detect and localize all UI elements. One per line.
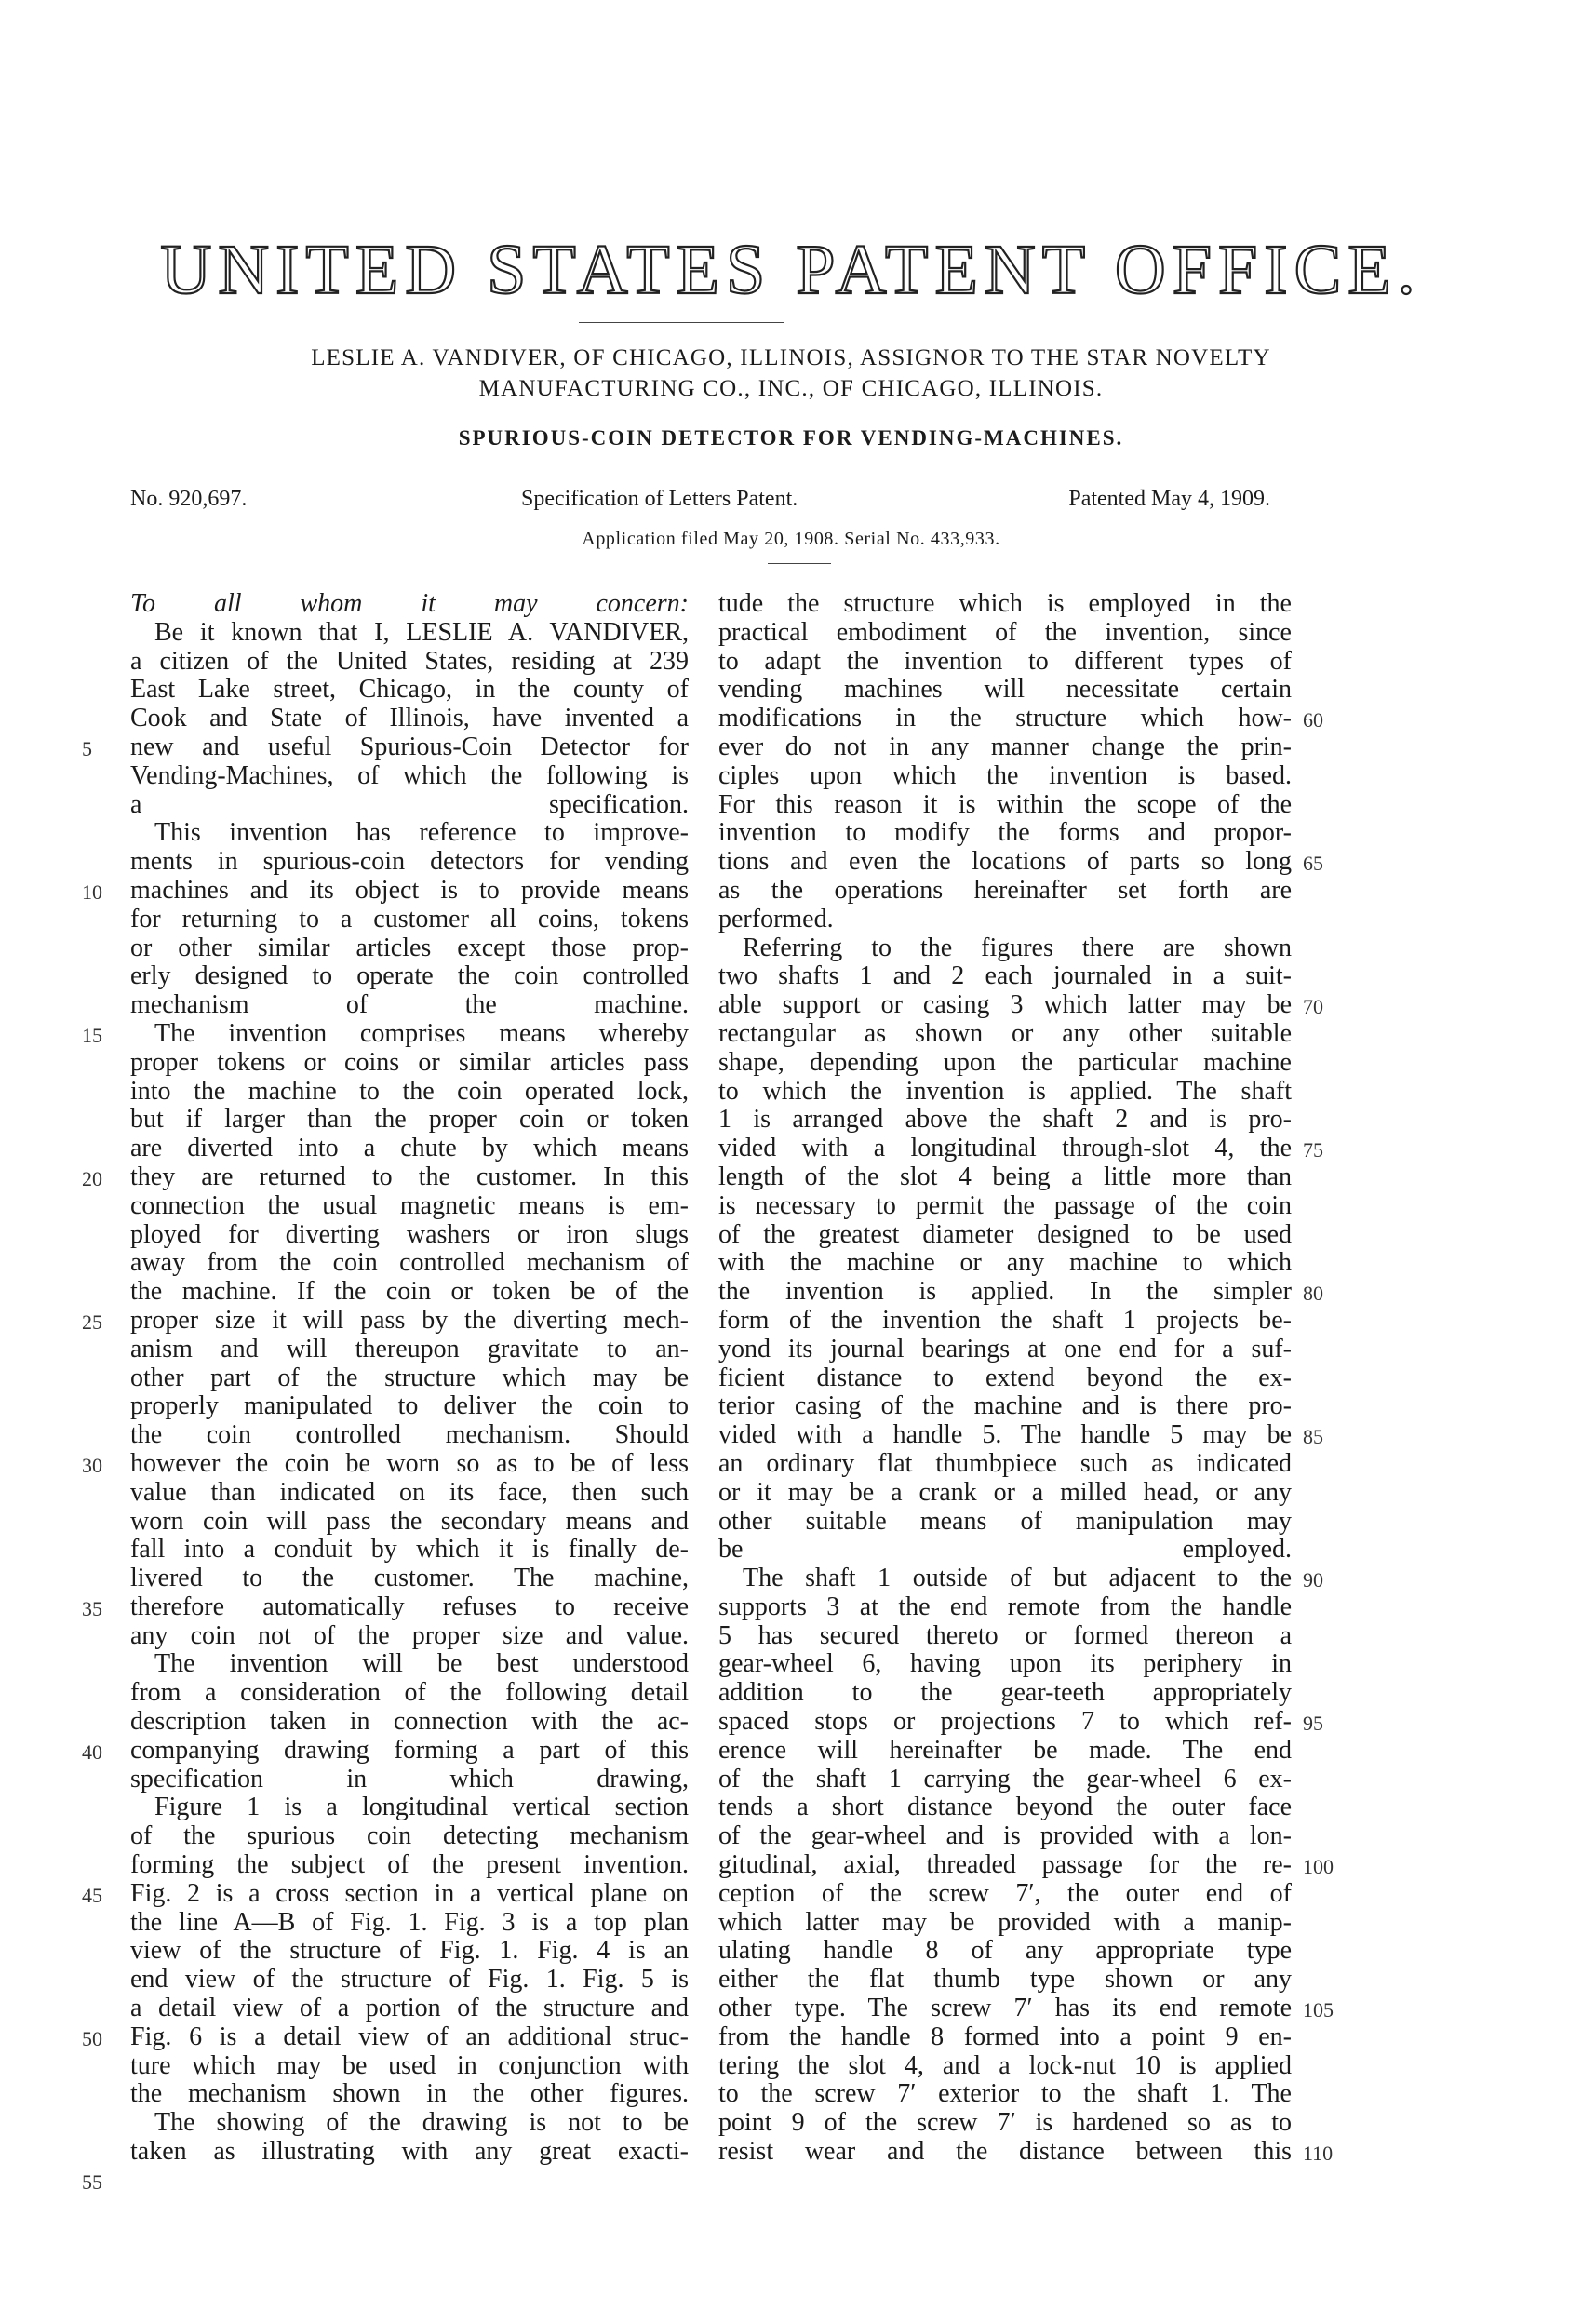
text-line: proper size it will pass by the diverting mech- [130, 1305, 689, 1335]
text-line: Fig. 2 is a cross section in a vertical plane on [130, 1878, 689, 1908]
text-line: or other similar articles except those prop- [130, 933, 689, 962]
text-line: anism and will thereupon gravitate to an- [130, 1334, 689, 1364]
text-line: gear-wheel 6, having upon its periphery in [718, 1649, 1292, 1679]
text-line: spaced stops or projections 7 to which ref- [718, 1707, 1292, 1737]
text-line: to which the invention is applied. The shaft [718, 1076, 1292, 1106]
text-line: yond its journal bearings at one end for a suf- [718, 1334, 1292, 1364]
text-line: Vending-Machines, of which the following is [130, 760, 689, 790]
text-line: proper tokens or coins or similar articles pass [130, 1047, 689, 1077]
line-number: 50 [82, 2027, 102, 2050]
inventor-line-1: LESLIE A. VANDIVER, OF CHICAGO, ILLINOIS, ASSIGNOR TO THE STAR NOVELTY [311, 345, 1271, 370]
line-number: 45 [82, 1884, 102, 1907]
text-line: specification in which drawing, [130, 1764, 689, 1793]
text-line: properly manipulated to deliver the coin to [130, 1391, 689, 1421]
text-line: supports 3 at the end remote from the handle [718, 1592, 1292, 1621]
salutation: To all whom it may concern: [130, 589, 689, 618]
line-number: 35 [82, 1597, 102, 1620]
line-number: 10 [82, 880, 102, 904]
text-line: into the machine to the coin operated lock, [130, 1076, 689, 1106]
text-line: be employed. [718, 1535, 1292, 1565]
left-column [130, 590, 689, 2167]
text-line: a detail view of a portion of the structure and [130, 1994, 689, 2023]
text-line: any coin not of the proper size and value. [130, 1620, 689, 1650]
text-line: the machine. If the coin or token be of the [130, 1277, 689, 1307]
text-line: worn coin will pass the secondary means and [130, 1506, 689, 1536]
text-line: modifications in the structure which how- [718, 704, 1292, 733]
text-line: end view of the structure of Fig. 1. Fig. 5 is [130, 1965, 689, 1995]
text-line: away from the coin controlled mechanism of [130, 1248, 689, 1278]
text-line: view of the structure of Fig. 1. Fig. 4 is an [130, 1936, 689, 1966]
line-number: 65 [1303, 852, 1323, 876]
text-line: point 9 of the screw 7′ is hardened so as to [718, 2108, 1292, 2138]
text-line: 1 is arranged above the shaft 2 and is pro- [718, 1105, 1292, 1135]
text-line: however the coin be worn so as to be of less [130, 1448, 689, 1478]
text-line: new and useful Spurious-Coin Detector for [130, 732, 689, 761]
text-line: machines and its object is to provide means [130, 875, 689, 905]
text-line: other suitable means of manipulation may [718, 1506, 1292, 1536]
text-line: are diverted into a chute by which means [130, 1134, 689, 1163]
text-line: of the spurious coin detecting mechanism [130, 1821, 689, 1851]
text-line: This invention has reference to improve- [154, 818, 689, 848]
text-line: but if larger than the proper coin or token [130, 1105, 689, 1135]
text-line: tude the structure which is employed in the [718, 589, 1292, 618]
text-line: mechanism of the machine. [130, 990, 689, 1020]
text-line: vided with a longitudinal through-slot 4, the [718, 1134, 1292, 1163]
application-line: Application filed May 20, 1908. Serial No. 433,933. [582, 529, 1000, 549]
text-line: the coin controlled mechanism. Should [130, 1420, 689, 1450]
line-number: 95 [1303, 1712, 1323, 1736]
text-line: connection the usual magnetic means is em- [130, 1190, 689, 1220]
text-line: East Lake street, Chicago, in the county of [130, 675, 689, 705]
text-line: of the greatest diameter designed to be used [718, 1219, 1292, 1249]
text-line: the line A—B of Fig. 1. Fig. 3 is a top plan [130, 1907, 689, 1937]
text-line: is necessary to permit the passage of the coin [718, 1190, 1292, 1220]
text-line: from the handle 8 formed into a point 9 en- [718, 2022, 1292, 2051]
text-line: ployed for diverting washers or iron slugs [130, 1219, 689, 1249]
text-line: The invention comprises means whereby [154, 1018, 689, 1048]
text-line: to the screw 7′ exterior to the shaft 1. The [718, 2079, 1292, 2109]
text-line: erly designed to operate the coin controlled [130, 961, 689, 991]
text-line: length of the slot 4 being a little more than [718, 1162, 1292, 1191]
text-line: rectangular as shown or any other suitable [718, 1018, 1292, 1048]
text-line: a specification. [130, 789, 689, 819]
line-number: 40 [82, 1740, 102, 1764]
text-line: vided with a handle 5. The handle 5 may be [718, 1420, 1292, 1450]
text-line: either the flat thumb type shown or any [718, 1965, 1292, 1995]
text-line: resist wear and the distance between this [718, 2137, 1292, 2167]
patent-number: No. 920,697. [130, 487, 248, 511]
invention-subject: SPURIOUS-COIN DETECTOR FOR VENDING-MACHINES. [458, 426, 1124, 450]
text-line: which latter may be provided with a manip- [718, 1907, 1292, 1937]
text-line: invention to modify the forms and propor- [718, 818, 1292, 848]
line-number: 55 [82, 2170, 102, 2194]
inventor-assignor-block [0, 343, 1582, 404]
text-line: of the gear-wheel and is provided with a lon- [718, 1821, 1292, 1851]
text-line: for returning to a customer all coins, tokens [130, 904, 689, 934]
line-number: 110 [1303, 2142, 1334, 2166]
line-number: 100 [1303, 1855, 1334, 1879]
text-line: with the machine or any machine to which [718, 1248, 1292, 1278]
text-line: or it may be a crank or a milled head, or any [718, 1477, 1292, 1507]
text-line: shape, depending upon the particular machine [718, 1047, 1292, 1077]
line-number: 90 [1303, 1568, 1323, 1592]
text-line: ments in spurious-coin detectors for vending [130, 847, 689, 877]
text-line: form of the invention the shaft 1 projects be- [718, 1305, 1292, 1335]
text-line: other part of the structure which may be [130, 1363, 689, 1392]
text-line: Fig. 6 is a detail view of an additional struc- [130, 2022, 689, 2051]
text-line: a citizen of the United States, residing at 239 [130, 646, 689, 676]
text-line: companying drawing forming a part of this [130, 1735, 689, 1765]
text-line: they are returned to the customer. In this [130, 1162, 689, 1191]
text-line: terior casing of the machine and is there pro- [718, 1391, 1292, 1421]
text-line: ture which may be used in conjunction with [130, 2050, 689, 2080]
text-line: the mechanism shown in the other figures. [130, 2079, 689, 2109]
line-number: 105 [1303, 1998, 1334, 2022]
text-line: Referring to the figures there are shown [743, 933, 1292, 962]
text-line: from a consideration of the following detail [130, 1678, 689, 1708]
text-line: vending machines will necessitate certain [718, 675, 1292, 705]
text-line: gitudinal, axial, threaded passage for the re- [718, 1850, 1292, 1880]
office-title: UNITED STATES PATENT OFFICE. [160, 231, 1422, 309]
text-line: able support or casing 3 which latter may be [718, 990, 1292, 1020]
text-line: Be it known that I, LESLIE A. VANDIVER, [154, 617, 689, 647]
line-number: 15 [82, 1024, 102, 1047]
text-line: description taken in connection with the ac- [130, 1707, 689, 1737]
line-number: 60 [1303, 708, 1323, 732]
text-line: value than indicated on its face, then such [130, 1477, 689, 1507]
text-line: as the operations hereinafter set forth are [718, 875, 1292, 905]
text-line: erence will hereinafter be made. The end [718, 1735, 1292, 1765]
right-column [718, 590, 1292, 2167]
text-line: ever do not in any manner change the prin- [718, 732, 1292, 761]
patented-date: Patented May 4, 1909. [1068, 487, 1270, 511]
application-rule [768, 563, 831, 564]
line-number: 30 [82, 1454, 102, 1477]
spec-label: Specification of Letters Patent. [521, 487, 798, 511]
line-number: 80 [1303, 1282, 1323, 1306]
text-line: taken as illustrating with any great exacti- [130, 2137, 689, 2167]
text-line: other type. The screw 7′ has its end remote [718, 1994, 1292, 2023]
text-line: ulating handle 8 of any appropriate type [718, 1936, 1292, 1966]
text-line: to adapt the invention to different types of [718, 646, 1292, 676]
text-line: For this reason it is within the scope of the [718, 789, 1292, 819]
text-line: fall into a conduit by which it is finally de- [130, 1535, 689, 1565]
line-number: 70 [1303, 995, 1323, 1019]
text-line: performed. [718, 904, 834, 934]
text-line: therefore automatically refuses to receive [130, 1592, 689, 1621]
text-line: The showing of the drawing is not to be [154, 2108, 689, 2138]
text-line: two shafts 1 and 2 each journaled in a suit- [718, 961, 1292, 991]
text-line: ciples upon which the invention is based. [718, 760, 1292, 790]
text-line: ficient distance to extend beyond the ex- [718, 1363, 1292, 1392]
line-number: 20 [82, 1167, 102, 1190]
text-line: livered to the customer. The machine, [130, 1564, 689, 1593]
text-line: 5 has secured thereto or formed thereon a [718, 1620, 1292, 1650]
text-line: tering the slot 4, and a lock-nut 10 is applied [718, 2050, 1292, 2080]
line-number: 5 [82, 737, 92, 760]
inventor-line-2: MANUFACTURING CO., INC., OF CHICAGO, ILLINOIS. [478, 376, 1104, 401]
text-line: practical embodiment of the invention, since [718, 617, 1292, 647]
title-rule [579, 322, 784, 323]
text-line: of the shaft 1 carrying the gear-wheel 6 ex- [718, 1764, 1292, 1793]
line-number: 25 [82, 1310, 102, 1334]
text-line: forming the subject of the present invention. [130, 1850, 689, 1880]
text-line: Figure 1 is a longitudinal vertical section [154, 1793, 689, 1822]
line-number: 85 [1303, 1425, 1323, 1449]
text-line: tends a short distance beyond the outer face [718, 1793, 1292, 1822]
text-line: addition to the gear-teeth appropriately [718, 1678, 1292, 1708]
text-line: ception of the screw 7′, the outer end of [718, 1878, 1292, 1908]
text-line: The shaft 1 outside of but adjacent to the [743, 1564, 1292, 1593]
text-line: the invention is applied. In the simpler [718, 1277, 1292, 1307]
text-line: an ordinary flat thumbpiece such as indicated [718, 1448, 1292, 1478]
text-line: tions and even the locations of parts so long [718, 847, 1292, 877]
text-line: The invention will be best understood [154, 1649, 689, 1679]
line-number: 75 [1303, 1138, 1323, 1162]
text-line: Cook and State of Illinois, have invented a [130, 704, 689, 733]
